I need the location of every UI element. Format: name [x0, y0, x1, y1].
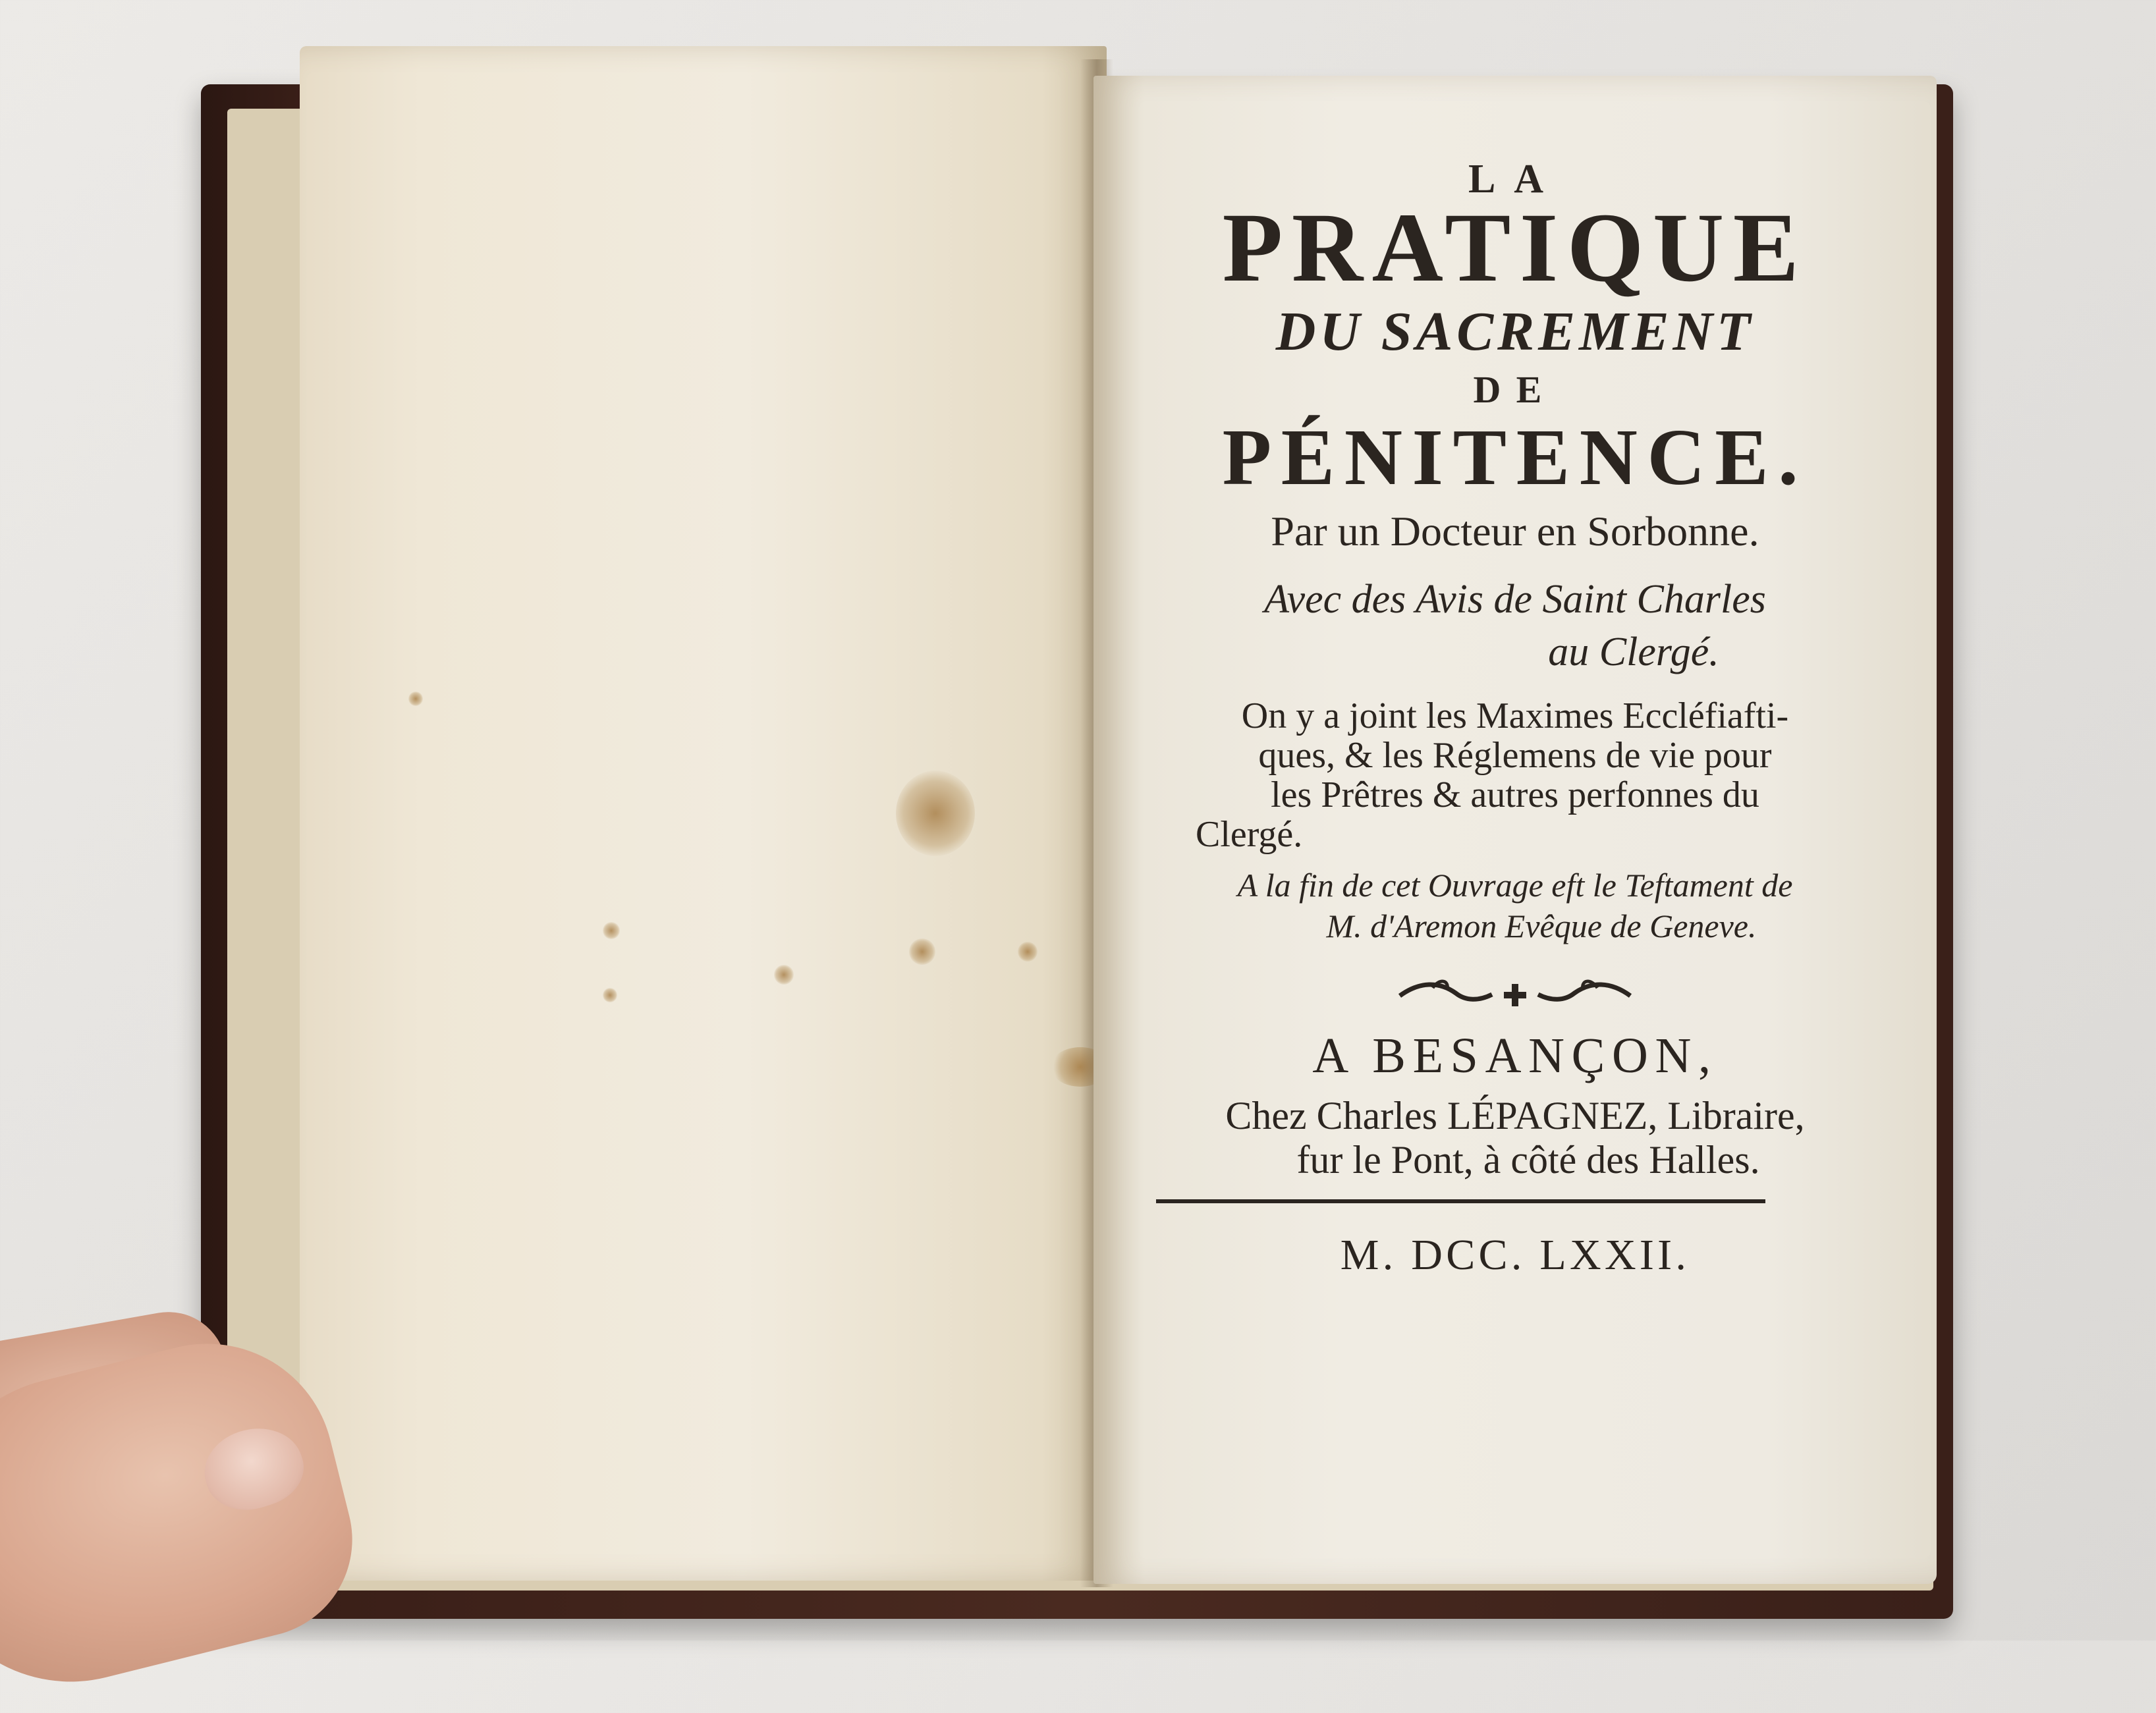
contents-line-2: ques, & les Réglemens de vie pour — [1258, 735, 1772, 776]
contents-line-1: On y a joint les Maximes Eccléfiafti- — [1241, 695, 1789, 736]
contents-line-4 — [1093, 813, 1937, 856]
title-line-penitence: PÉNITENCE. — [1222, 413, 1808, 502]
foxing-stain — [909, 938, 935, 965]
testament-line-1: A la fin de cet Ouvrage eft le Teftament de — [1237, 867, 1793, 904]
imprint-address: fur le Pont, à côté des Halles. — [1296, 1138, 1760, 1182]
printer-ornament — [1393, 975, 1637, 1014]
foxing-stain — [774, 965, 794, 985]
foxing-stain — [408, 692, 423, 706]
testament-line-2: M. d'Aremon Evêque de Geneve. — [1326, 908, 1757, 944]
title-line-du-sacrement: DU SACREMENT — [1275, 301, 1755, 362]
title-line-pratique: PRATIQUE — [1222, 193, 1808, 302]
foxing-stain — [896, 771, 975, 856]
contents-line-3: les Prêtres & autres perfonnes du — [1271, 775, 1759, 815]
blank-left-page — [300, 46, 1107, 1581]
foxing-stain — [1018, 942, 1037, 962]
imprint-publisher: Chez Charles LÉPAGNEZ, Libraire, — [1225, 1094, 1805, 1137]
foxing-stain — [603, 922, 620, 939]
imprint-city: A BESANÇON, — [1312, 1028, 1718, 1083]
foxing-stain — [603, 988, 617, 1002]
imprint-rule — [1156, 1199, 1765, 1203]
subtitle-line-avec: Avec des Avis de Saint Charles — [1264, 577, 1766, 622]
imprint-year: M. DCC. LXXII. — [1340, 1231, 1690, 1279]
title-line-de: DE — [1473, 368, 1557, 411]
title-page-text — [1093, 76, 1937, 1584]
author-line: Par un Docteur en Sorbonne. — [1271, 508, 1759, 555]
contents-line-4-text: Clergé. — [1196, 814, 1303, 855]
title-line-la: LA — [1468, 157, 1562, 202]
subtitle-line-au-clerge: au Clergé. — [1548, 630, 1719, 674]
